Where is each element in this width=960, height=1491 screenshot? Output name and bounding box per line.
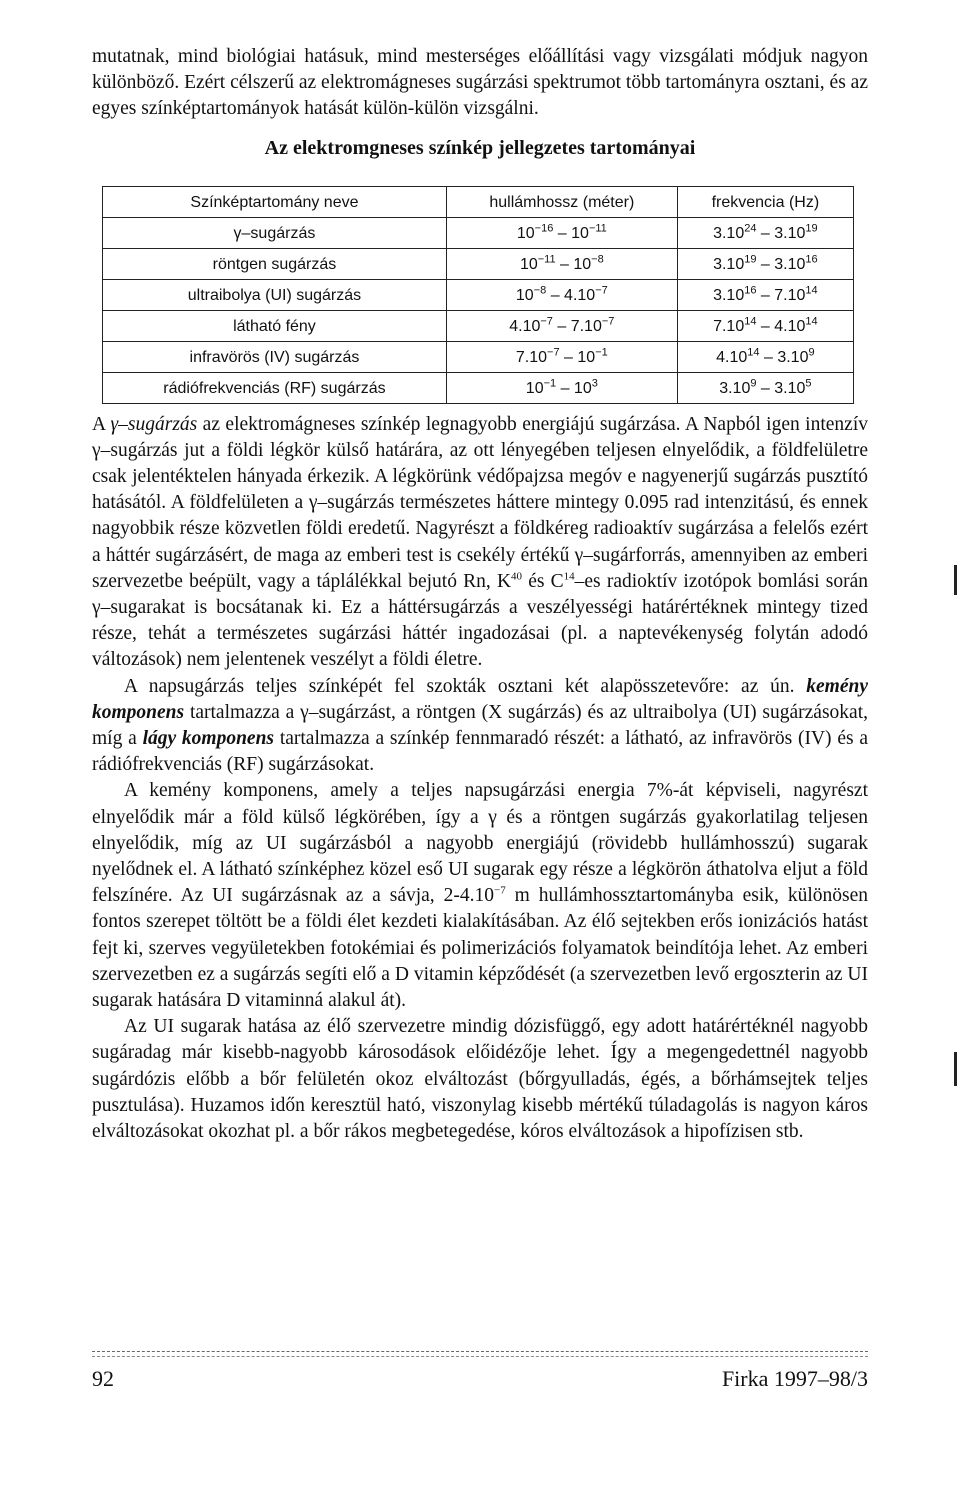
table-row: [103, 248, 854, 279]
cell-frequency: 3.10$^{24}$ – 3.10$^{19}$: [677, 217, 853, 248]
column-header-frequency: frekvencia (Hz): [677, 186, 853, 217]
body-paragraph: Az UI sugarak hatása az élő szervezetre mindig dózisfüggő, egy adott határértéknél nagyobb sugáradag már kisebb-nagyobb károsodások előidézője lehet. Így a megengedettnél nagyobb sugárdózis előbb a bőr felületén okoz elváltozást (bőrgyulladás, égés, a bőrhámsejtek teljes pusztulása). Huzamos időn keresztül ható, viszonylag kisebb mértékű túladagolás is nagyon káros elváltozásokat okozhat pl. a bőr rákos megbetegedése, kóros elváltozások a hipofízisen stb.: [92, 1016, 868, 1143]
table-row: [103, 341, 854, 372]
cell-frequency: 3.10$^9$ – 3.10$^5$: [677, 372, 853, 403]
page-number: 92: [92, 1366, 114, 1391]
scan-mark: [954, 565, 957, 595]
body-paragraph: A kemény komponens, amely a teljes napsugárzási energia 7%-át képviseli, nagyrészt elnyelődik már a föld külső légkörében, így a γ és a röntgen sugárzás gyakorlatilag teljesen elnyelődik, míg az UI sugárzásból a nagyobb energiájú (rövidebb hullámhosszú) sugarak nyelődnek el. A látható színképhez közel eső UI sugarak egy része a légkörön áthatolva eljut a föld felszínére. Az UI sugárzásnak az a sávja, $2-4.10^{-7}$ m hullámhossztartományba esik, különösen fontos szerepet töltött be a földi élet kezdeti kialakításában. Az élő sejtekben erős ionizációs hatást fejt ki, szerves vegyületekben fotokémiai és polimerizációs folyamatok beindítója lehet. Az emberi szervezetben ez a sugárzás segíti elő a D vitamin képződését (a szervezetben levő ergoszterin az UI sugarak hatására D vitaminná alakul át).: [92, 780, 868, 1012]
cell-range-name: infravörös (IV) sugárzás: [103, 341, 447, 372]
page-footer: [92, 1366, 868, 1396]
table-row: [103, 372, 854, 403]
spectrum-table: [102, 186, 854, 404]
cell-range-name: röntgen sugárzás: [103, 248, 447, 279]
journal-issue: Firka 1997–98/3: [721, 1366, 868, 1391]
table-row: [103, 217, 854, 248]
cell-range-name: γ–sugárzás: [103, 217, 447, 248]
table-row: [103, 310, 854, 341]
table-row: [103, 279, 854, 310]
cell-range-name: rádiófrekvenciás (RF) sugárzás: [103, 372, 447, 403]
body-paragraph: A napsugárzás teljes színképét fel szokták osztani két alapösszetevőre: az ún. kemény komponens tartalmazza a γ–sugárzást, a röntgen (X sugárzás) és az ultraibolya (UI) sugárzásokat, míg a lágy komponens tartalmazza a színkép fennmaradó részét: a látható, az infravörös (IV) és a rádiófrekvenciás (RF) sugárzásokat.: [92, 675, 868, 776]
column-header-wavelength: hullámhossz (méter): [446, 186, 677, 217]
body-paragraph: A γ–sugárzás az elektromágneses színkép legnagyobb energiájú sugárzása. A Napból igen intenzív γ–sugárzás jut a földi légkör külső határára, az ott lényegében teljesen elnyelődik, a földfelületre csak jelentéktelen hányada érkezik. A légkörünk védőpajzsa megóv e nagyenerjű sugárzás pusztító hatásától. A földfelületen a γ–sugárzás természetes háttere mintegy 0.095 rad intenzitású, és ennek nagyobbik része közvetlen földi eredetű. Nagyrészt a földkéreg radioaktív sugárzása a felelős ezért a háttér sugárzásért, de maga az emberi test is csekély értékű γ–sugárforrás, amennyiben az emberi szervezetbe beépült, vagy a táplálékkal bejutó Rn, $K^{40}$ és $C^{14}-es$ radioktív izotópok bomlási során γ–sugarakat is bocsátanak ki. Ez a háttérsugárzás a veszélyességi határértéknek mintegy tized része, tehát a természetes sugárzási háttér ingadozásai (pl. a naptevékenység folytán adodó változások) nem jelentenek veszélyt a földi életre.: [92, 413, 869, 671]
table-body: [103, 217, 854, 403]
table-header-row: [103, 186, 854, 217]
cell-frequency: 3.10$^{16}$ – 7.10$^{14}$: [677, 279, 853, 310]
body-text: [92, 412, 868, 1146]
cell-wavelength: $7.10^{-7} - 10^{-1}$: [446, 341, 677, 372]
scan-mark: [954, 1052, 957, 1086]
cell-frequency: 4.10$^{14}$ – 3.10$^9$: [677, 341, 853, 372]
cell-wavelength: $4.10^{-7} - 7.10^{-7}$: [446, 310, 677, 341]
cell-wavelength: $10^{-16} - 10^{-11}$: [446, 217, 677, 248]
table-title: Az elektromgneses színkép jellegzetes tartományai: [264, 136, 696, 159]
cell-wavelength: $10^{-1} - 10^3$: [446, 372, 677, 403]
cell-wavelength: $10^{-11} - 10^{-8}$: [446, 248, 677, 279]
cell-range-name: látható fény: [103, 310, 447, 341]
cell-range-name: ultraibolya (UI) sugárzás: [103, 279, 447, 310]
cell-frequency: 3.10$^{19}$ – 3.10$^{16}$: [677, 248, 853, 279]
footer-divider: [92, 1351, 868, 1357]
page-content: [92, 44, 868, 1145]
cell-frequency: 7.10$^{14}$ – 4.10$^{14}$: [677, 310, 853, 341]
intro-paragraph: mutatnak, mind biológiai hatásuk, mind mesterséges előállítási vagy vizsgálati módjuk nagyon különböző. Ezért célszerű az elektromágneses sugárzási spektrumot több tartományra osztani, és az egyes színképtartományok hatását külön-külön vizsgálni.: [92, 46, 868, 120]
column-header-name: Színképtartomány neve: [103, 186, 447, 217]
cell-wavelength: $10^{-8} - 4.10^{-7}$: [446, 279, 677, 310]
